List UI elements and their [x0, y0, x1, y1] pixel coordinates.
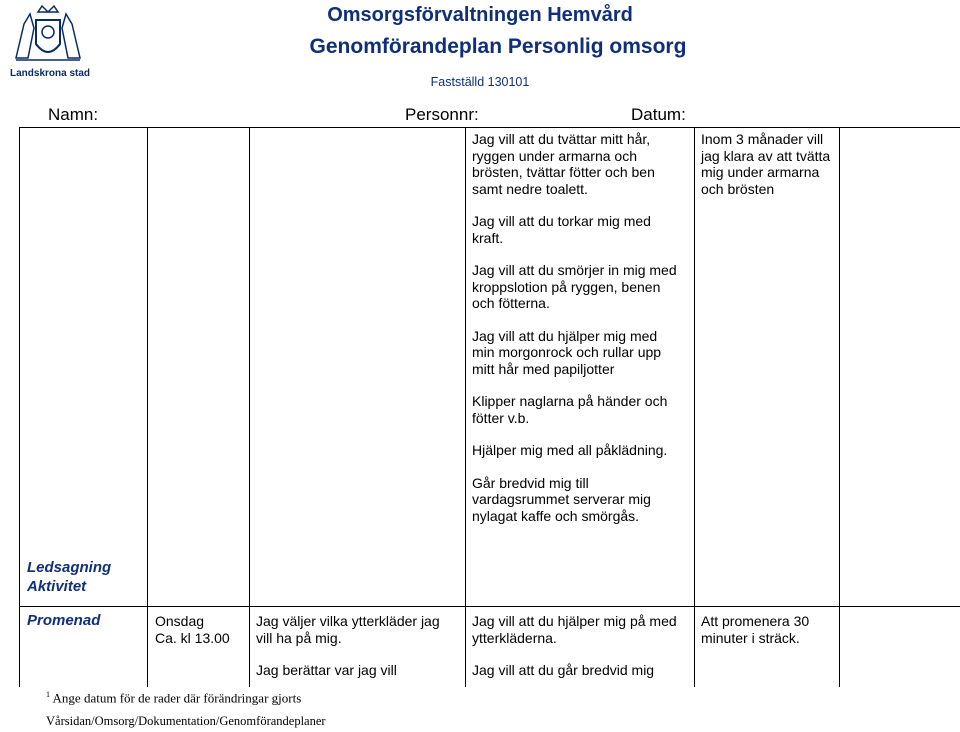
section-line2: Aktivitet	[27, 578, 87, 595]
help-text: Jag vill att du hjälper mig på med ytterkläderna.	[472, 613, 677, 646]
choice-text-2: Jag berättar var jag vill	[256, 662, 397, 678]
footnote-mark: 1	[46, 690, 50, 699]
column-divider	[465, 127, 466, 687]
row-divider	[19, 606, 960, 607]
footnote	[46, 690, 301, 706]
schedule-cell	[155, 613, 230, 646]
wish-text: Jag vill att du tvättar mitt hår, ryggen under armarna och brösten, tvättar fötter och ben samt nedre toalett.	[472, 131, 655, 197]
wish-text: Jag vill att du torkar mig med kraft.	[472, 213, 651, 246]
column-divider	[249, 127, 250, 687]
doc-title: Genomförandeplan Personlig omsorg	[309, 35, 687, 58]
choice-text: Jag väljer vilka ytterkläder jag vill ha på mig.	[256, 613, 440, 646]
help-text-2: Jag vill att du går bredvid mig	[472, 662, 655, 678]
column-divider	[147, 127, 148, 687]
goal-cell: Inom 3 månader vill jag klara av att tvätta mig under armarna och brösten	[701, 131, 831, 197]
wish-text: Hjälper mig med all påklädning.	[472, 442, 668, 458]
activity-label: Promenad	[27, 612, 101, 629]
personnr-label: Personnr:	[405, 105, 479, 124]
wish-text: Klipper naglarna på händer och fötter v.b.	[472, 393, 668, 426]
adopted-date: Fastställd 130101	[430, 75, 530, 89]
org-title: Omsorgsförvaltningen Hemvård	[327, 4, 633, 26]
time-text: Ca. kl 13.00	[155, 629, 230, 646]
column-divider	[694, 127, 695, 687]
goal-text: Att promenera 30 minuter i sträck.	[701, 613, 810, 646]
wish-text: Går bredvid mig till vardagsrummet serverar mig nylagat kaffe och smörgås.	[472, 474, 651, 524]
table-top-rule	[19, 127, 960, 128]
wishes-cell	[472, 131, 682, 540]
wish-text: Jag vill att du hjälper mig med min morgonrock och rullar upp mitt hår med papiljotter	[472, 327, 662, 377]
date-label: Datum:	[631, 105, 686, 124]
section-line1: Ledsagning	[27, 559, 112, 576]
wish-text: Jag vill att du smörjer in mig med kroppslotion på ryggen, benen och fötterna.	[472, 262, 677, 311]
footnote-text: Ange datum för de rader där förändringar gjorts	[52, 690, 302, 706]
name-label: Namn:	[48, 105, 99, 124]
document-path: Vårsidan/Omsorg/Dokumentation/Genomförandeplaner	[46, 714, 326, 728]
column-divider	[839, 127, 840, 687]
day-text: Onsdag	[155, 613, 205, 629]
table-left-border	[19, 127, 20, 687]
section-heading	[27, 558, 111, 596]
logo-text: Landskrona stad	[10, 68, 91, 79]
